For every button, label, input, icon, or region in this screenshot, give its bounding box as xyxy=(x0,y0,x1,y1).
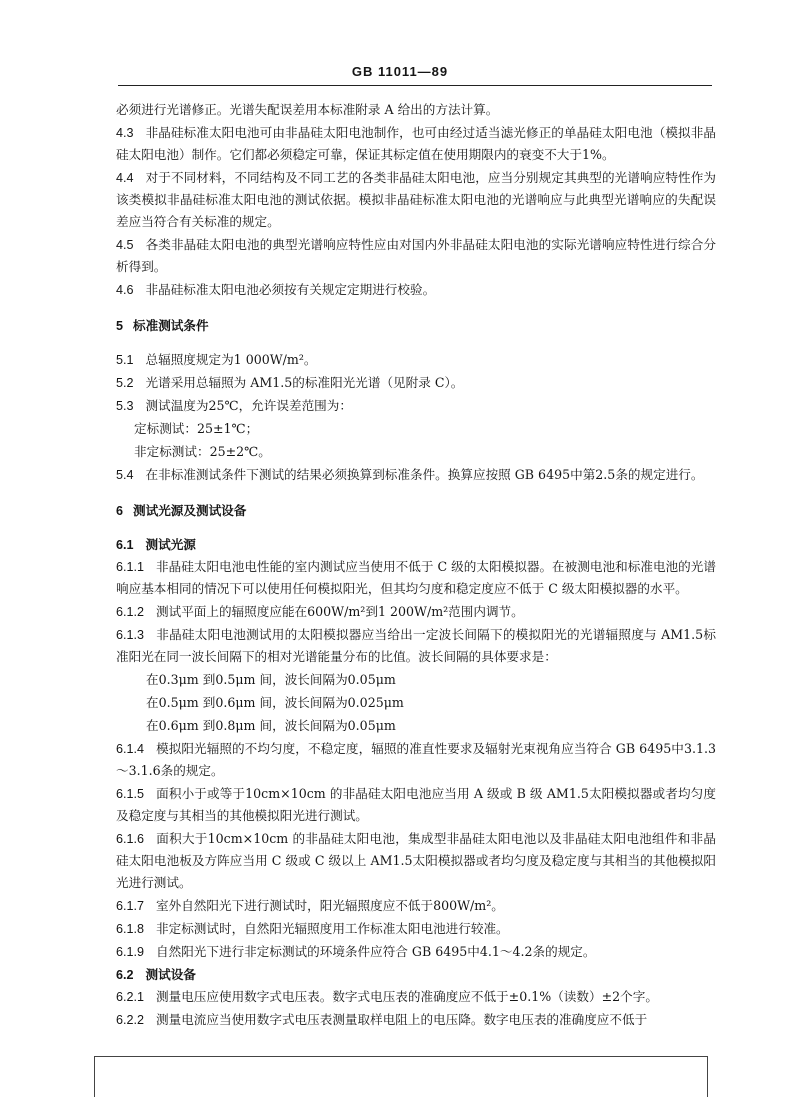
clause-6-1-6: 6.1.6 面积大于10cm×10cm 的非晶硅太阳电池，集成型非晶硅太阳电池以及非晶硅太阳电池组件和非晶硅太阳电池板及方阵应当用 C 级或 C 级以上 AM1.5太阳模拟器或者均匀度及稳定度与其相当的其他模拟阳光进行测试。 xyxy=(116,831,716,890)
section-4-paragraphs xyxy=(116,99,716,301)
clause-6-1-7: 6.1.7 室外自然阳光下进行测试时，阳光辐照度应不低于800W/m²。 xyxy=(116,898,504,913)
subsection-6-2-heading: 6.2 测试设备 xyxy=(116,967,196,982)
clause-6-2-2: 6.2.2 测量电流应当使用数字式电压表测量取样电阻上的电压降。数字电压表的准确度应不低于 xyxy=(116,1012,648,1027)
clause-5-4: 5.4 在非标准测试条件下测试的结果必须换算到标准条件。换算应按照 GB 6495中第2.5条的规定进行。 xyxy=(116,467,704,482)
clause-4-3: 4.3 非晶硅标准太阳电池可由非晶硅太阳电池制作，也可由经过适当滤光修正的单晶硅太阳电池（模拟非晶硅太阳电池）制作。它们都必须稳定可靠，保证其标定值在使用期限内的衰变不大于1%。 xyxy=(116,125,716,162)
clause-5-1: 5.1 总辐照度规定为1 000W/m²。 xyxy=(116,352,317,367)
clause-4-5: 4.5 各类非晶硅太阳电池的典型光谱响应特性应由对国内外非晶硅太阳电池的实际光谱响应特性进行综合分析得到。 xyxy=(116,237,716,274)
header-rule xyxy=(118,85,712,86)
wavelength-range-1: 在0.3μm 到0.5μm 间，波长间隔为0.05μm xyxy=(146,672,396,687)
section-5-heading: 5 标准测试条件 xyxy=(116,318,209,333)
clause-6-1-4: 6.1.4 模拟阳光辐照的不均匀度，不稳定度，辐照的准直性要求及辐射光束视角应当符合 GB 6495中3.1.3～3.1.6条的规定。 xyxy=(116,741,716,778)
clause-6-1-9: 6.1.9 自然阳光下进行非定标测试的环境条件应符合 GB 6495中4.1～4.2条的规定。 xyxy=(116,944,596,959)
clause-5-2: 5.2 光谱采用总辐照为 AM1.5的标准阳光光谱（见附录 C）。 xyxy=(116,375,464,390)
clause-5-3-non-calibration: 非定标测试：25±2℃。 xyxy=(134,444,271,459)
clause-6-1-5: 6.1.5 面积小于或等于10cm×10cm 的非晶硅太阳电池应当用 A 级或 B 级 AM1.5太阳模拟器或者均匀度及稳定度与其相当的其他模拟阳光进行测试。 xyxy=(116,786,716,823)
clause-6-1-8: 6.1.8 非定标测试时，自然阳光辐照度用工作标准太阳电池进行较准。 xyxy=(116,921,509,936)
clause-6-1-2: 6.1.2 测试平面上的辐照度应能在600W/m²到1 200W/m²范围内调节。 xyxy=(116,604,524,619)
subsection-6-1-heading: 6.1 测试光源 xyxy=(116,537,196,552)
wavelength-range-2: 在0.5μm 到0.6μm 间，波长间隔为0.025μm xyxy=(146,695,404,710)
section-6-heading: 6 测试光源及测试设备 xyxy=(116,503,247,518)
paragraph-continued: 必须进行光谱修正。光谱失配误差用本标准附录 A 给出的方法计算。 xyxy=(116,102,499,117)
clause-6-1-1: 6.1.1 非晶硅太阳电池电性能的室内测试应当使用不低于 C 级的太阳模拟器。在被测电池和标准电池的光谱响应基本相同的情况下可以使用任何模拟阳光，但其均匀度和稳定度应不低于 C 级太阳模拟器的水平。 xyxy=(116,559,716,596)
clause-5-3: 5.3 测试温度为25℃，允许误差范围为： xyxy=(116,398,352,413)
clause-5-3-calibration: 定标测试：25±1℃； xyxy=(134,421,259,436)
document-body xyxy=(116,99,716,1032)
clause-4-4: 4.4 对于不同材料，不同结构及不同工艺的各类非晶硅太阳电池，应当分别规定其典型的光谱响应特性作为该类模拟非晶硅标准太阳电池的测试依据。模拟非晶硅标准太阳电池的光谱响应与此典型光谱响应的失配误差应当符合有关标准的规定。 xyxy=(116,170,716,229)
clause-6-1-3: 6.1.3 非晶硅太阳电池测试用的太阳模拟器应当给出一定波长间隔下的模拟阳光的光谱辐照度与 AM1.5标准阳光在同一波长间隔下的相对光谱能量分布的比值。波长间隔的具体要求是： xyxy=(116,627,716,664)
wavelength-range-3: 在0.6μm 到0.8μm 间，波长间隔为0.05μm xyxy=(146,718,396,733)
clause-4-6: 4.6 非晶硅标准太阳电池必须按有关规定定期进行校验。 xyxy=(116,282,436,297)
standard-header: GB 11011—89 xyxy=(351,64,449,79)
clause-6-2-1: 6.2.1 测量电压应使用数字式电压表。数字式电压表的准确度应不低于±0.1%（读数）±2个字。 xyxy=(116,989,658,1004)
